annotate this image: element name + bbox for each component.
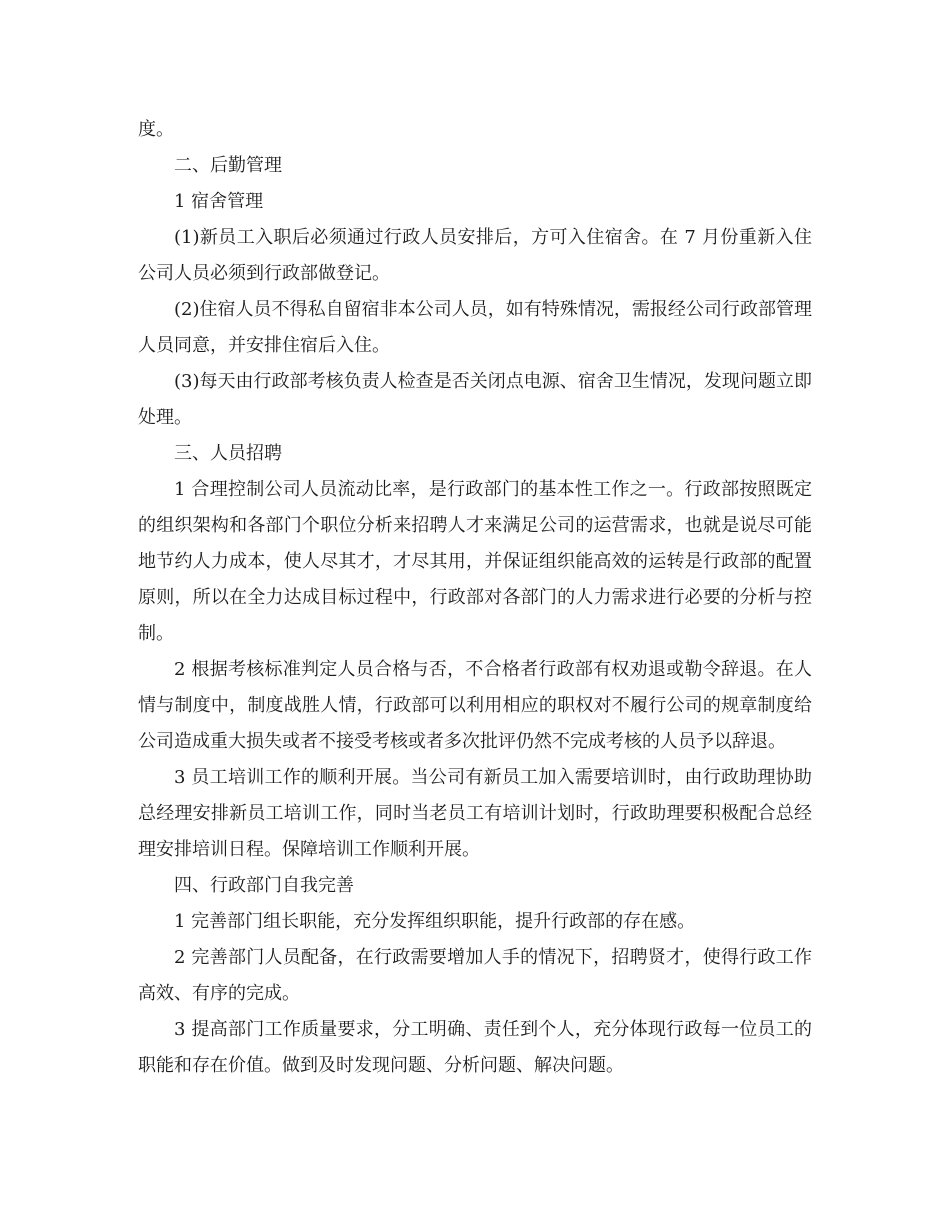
paragraph: 3 提高部门工作质量要求，分工明确、责任到个人，充分体现行政每一位员工的职能和存在价值。做到及时发现问题、分析问题、解决问题。 — [138, 1019, 812, 1076]
paragraph: 2 完善部门人员配备，在行政需要增加人手的情况下，招聘贤才，使得行政工作高效、有序的完成。 — [138, 947, 812, 1004]
paragraph: (2)住宿人员不得私自留宿非本公司人员，如有特殊情况，需报经公司行政部管理人员同意，并安排住宿后入住。 — [138, 299, 812, 356]
paragraph: 1 完善部门组长职能，充分发挥组织职能，提升行政部的存在感。 — [174, 911, 696, 932]
paragraph: (1)新员工入职后必须通过行政人员安排后，方可入住宿舍。在 7 月份重新入住公司人员必须到行政部做登记。 — [138, 227, 812, 284]
section-heading-self-improvement: 四、行政部门自我完善 — [174, 875, 354, 896]
paragraph: 1 合理控制公司人员流动比率，是行政部门的基本性工作之一。行政部按照既定的组织架构和各部门个职位分析来招聘人才来满足公司的运营需求，也就是说尽可能地节约人力成本，使人尽其才，才尽其用，并保证组织能高效的运转是行政部的配置原则，所以在全力达成目标过程中，行政部对各部门的人力需求进行必要的分析与控制。 — [138, 479, 812, 644]
paragraph: 2 根据考核标准判定人员合格与否，不合格者行政部有权劝退或勒令辞退。在人情与制度中，制度战胜人情，行政部可以利用相应的职权对不履行公司的规章制度给公司造成重大损失或者不接受考核或者多次批评仍然不完成考核的人员予以辞退。 — [138, 659, 812, 752]
section-heading-logistics: 二、后勤管理 — [174, 155, 282, 176]
subheading-dormitory: 1 宿舍管理 — [174, 191, 264, 212]
section-heading-recruitment: 三、人员招聘 — [174, 443, 282, 464]
document-body — [138, 112, 812, 1084]
paragraph: 3 员工培训工作的顺利开展。当公司有新员工加入需要培训时，由行政助理协助总经理安排新员工培训工作，同时当老员工有培训计划时，行政助理要积极配合总经理安排培训日程。保障培训工作顺利开展。 — [138, 767, 812, 860]
paragraph-continuation: 度。 — [138, 119, 174, 140]
paragraph: (3)每天由行政部考核负责人检查是否关闭点电源、宿舍卫生情况，发现问题立即处理。 — [138, 371, 812, 428]
